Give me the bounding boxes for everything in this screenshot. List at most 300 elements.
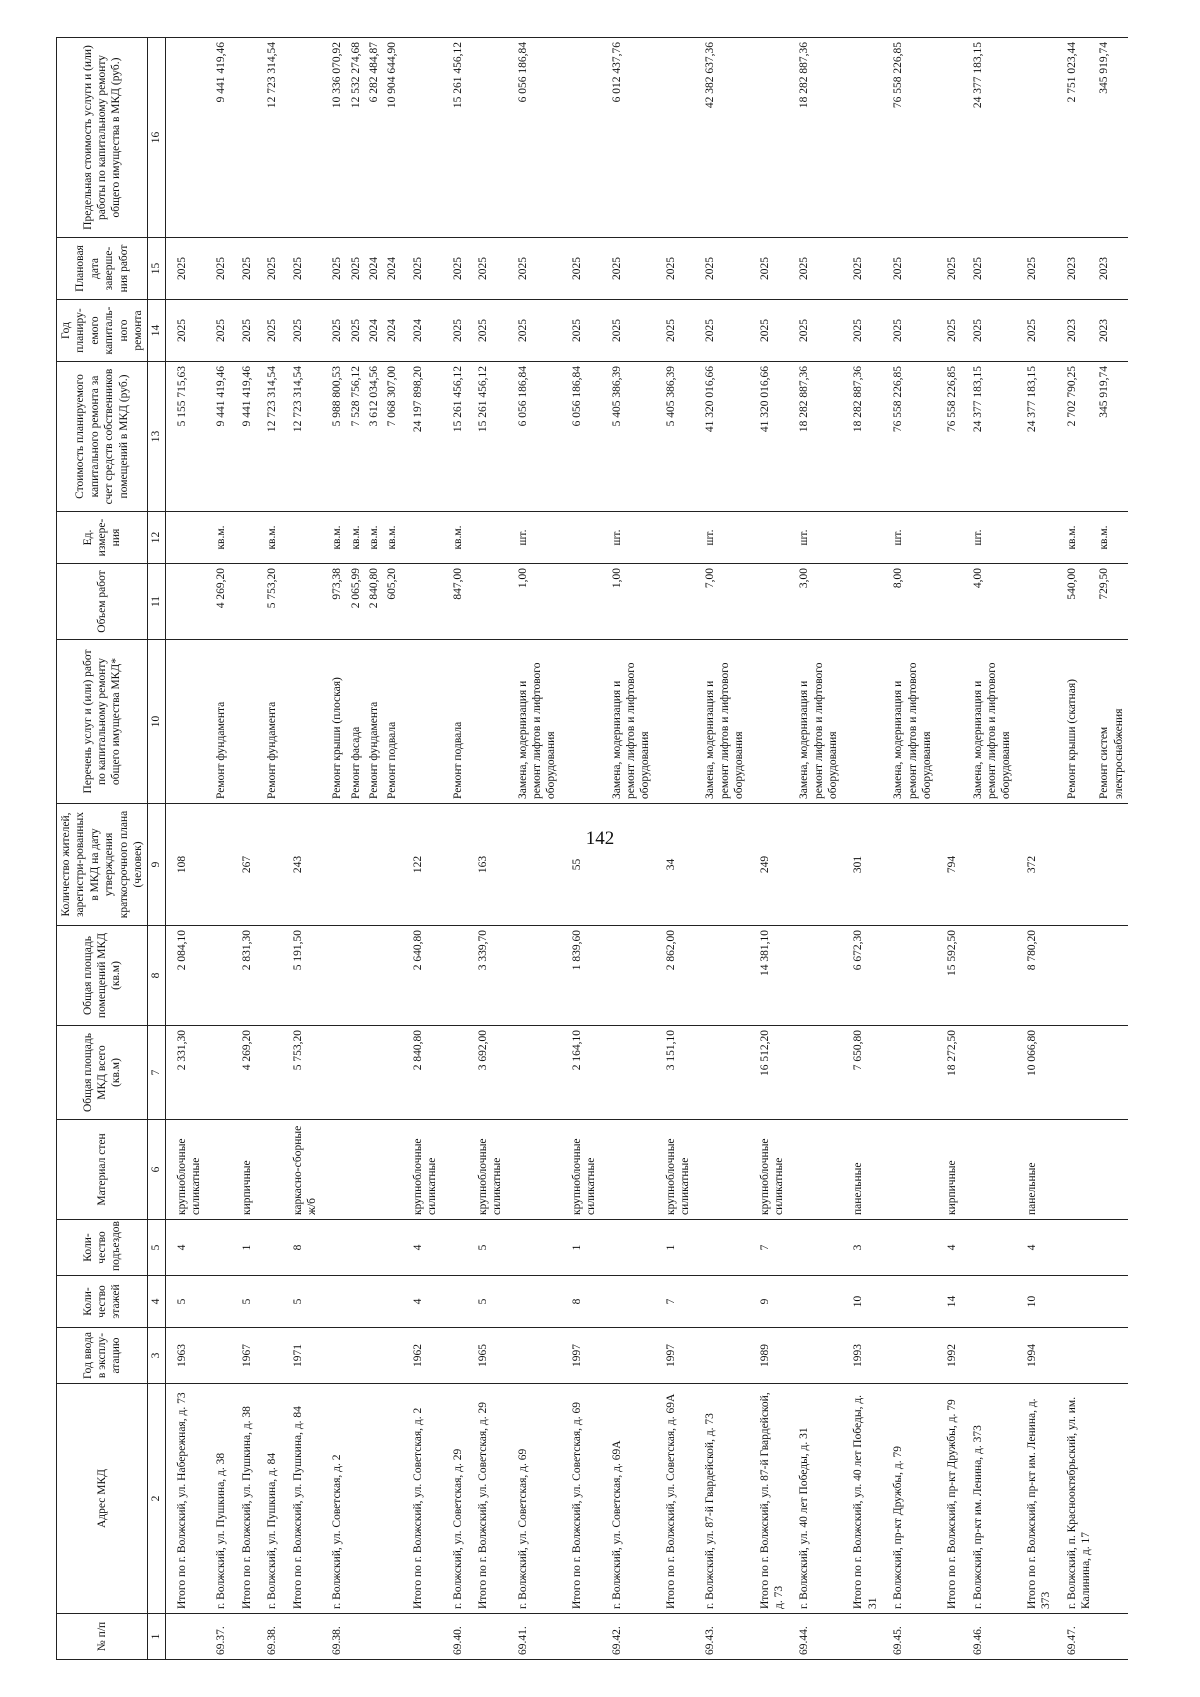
- table-cell: 9 441 419,46: [231, 362, 256, 512]
- table-cell: [1095, 1328, 1128, 1384]
- table-cell: [383, 1384, 401, 1614]
- table-row: [601, 38, 655, 1660]
- table-cell: [256, 804, 281, 926]
- table-cell: [788, 1026, 842, 1120]
- table-row: [165, 38, 205, 1660]
- table-cell: [962, 1276, 1016, 1328]
- table-cell: [282, 1614, 322, 1660]
- table-cell: [205, 1026, 230, 1120]
- table-cell: [1095, 1614, 1128, 1660]
- table-cell: г. Волжский, ул. Пушкина, д. 38: [205, 1384, 230, 1614]
- column-number-16: 16: [148, 38, 165, 238]
- table-cell: 540,00: [1056, 564, 1096, 640]
- table-cell: [655, 512, 695, 564]
- table-cell: 1 839,60: [561, 926, 601, 1026]
- table-cell: [165, 512, 205, 564]
- table-cell: кв.м.: [383, 512, 401, 564]
- table-cell: 2025: [788, 238, 842, 300]
- table-cell: 2 831,30: [231, 926, 256, 1026]
- table-cell: 5 753,20: [256, 564, 281, 640]
- table-cell: [749, 512, 789, 564]
- table-cell: [962, 1120, 1016, 1220]
- column-header-8: Общая площадь помещений МКД (кв.м): [57, 926, 148, 1026]
- table-cell: 2024: [365, 300, 383, 362]
- table-cell: [788, 1276, 842, 1328]
- table-cell: [936, 1614, 961, 1660]
- table-cell: 2025: [1016, 238, 1056, 300]
- table-cell: г. Волжский, ул. Пушкина, д. 84: [256, 1384, 281, 1614]
- table-cell: 2025: [165, 300, 205, 362]
- table-cell: 69.38.: [256, 1614, 281, 1660]
- table-row: [788, 38, 842, 1660]
- table-cell: [882, 1328, 936, 1384]
- table-cell: 4 269,20: [231, 1026, 256, 1120]
- table-cell: [205, 926, 230, 1026]
- table-cell: 6 012 437,76: [601, 38, 655, 238]
- table-cell: 2025: [1016, 300, 1056, 362]
- table-cell: [442, 1328, 467, 1384]
- table-row: [561, 38, 601, 1660]
- table-cell: г. Волжский, ул. Советская, д. 2: [321, 1384, 346, 1614]
- table-cell: 5: [282, 1276, 322, 1328]
- table-row: [282, 38, 322, 1660]
- column-number-12: 12: [148, 512, 165, 564]
- table-row: [507, 38, 561, 1660]
- table-row: [842, 38, 882, 1660]
- table-cell: 2025: [842, 300, 882, 362]
- table-cell: 8 780,20: [1016, 926, 1056, 1026]
- column-number-8: 8: [148, 926, 165, 1026]
- table-cell: [282, 38, 322, 238]
- table-cell: 5 405 386,39: [655, 362, 695, 512]
- table-cell: 69.45.: [882, 1614, 936, 1660]
- table-cell: [256, 926, 281, 1026]
- table-cell: 18 282 887,36: [842, 362, 882, 512]
- table-cell: [467, 564, 507, 640]
- table-cell: [1056, 1276, 1096, 1328]
- table-cell: 12 723 314,54: [256, 362, 281, 512]
- table-cell: 3,00: [788, 564, 842, 640]
- table-cell: [882, 1220, 936, 1276]
- table-cell: [749, 38, 789, 238]
- table-cell: 2025: [962, 300, 1016, 362]
- table-cell: [601, 1026, 655, 1120]
- table-cell: 16 512,20: [749, 1026, 789, 1120]
- table-row: [205, 38, 230, 1660]
- table-cell: 2025: [655, 300, 695, 362]
- table-cell: Итого по г. Волжский, ул. Пушкина, д. 38: [231, 1384, 256, 1614]
- table-cell: 7: [655, 1276, 695, 1328]
- column-header-16: Предельная стоимость услуги и (или) работы по капитальному ремонту общего имущества в МКД (руб.): [57, 38, 148, 238]
- table-cell: 24 377 183,15: [1016, 362, 1056, 512]
- table-cell: шт.: [788, 512, 842, 564]
- table-cell: [1056, 804, 1096, 926]
- table-cell: 2025: [467, 238, 507, 300]
- table-row: [694, 38, 748, 1660]
- table-cell: [467, 1614, 507, 1660]
- table-cell: [882, 1276, 936, 1328]
- table-cell: 2025: [321, 300, 346, 362]
- table-cell: кирпичные: [936, 1120, 961, 1220]
- table-cell: [402, 640, 442, 804]
- table-cell: 2025: [347, 238, 365, 300]
- table-cell: 2025: [842, 238, 882, 300]
- table-cell: 345 919,74: [1095, 38, 1128, 238]
- table-cell: г. Волжский, ул. Советская, д. 29: [442, 1384, 467, 1614]
- table-cell: 2025: [561, 300, 601, 362]
- table-cell: Ремонт фундамента: [365, 640, 383, 804]
- table-cell: 2025: [282, 300, 322, 362]
- table-cell: 12 723 314,54: [256, 38, 281, 238]
- table-cell: кв.м.: [256, 512, 281, 564]
- table-cell: 2 331,30: [165, 1026, 205, 1120]
- table-cell: [749, 564, 789, 640]
- table-cell: 2025: [256, 300, 281, 362]
- table-cell: крупноблочные силикатные: [402, 1120, 442, 1220]
- table-cell: 15 261 456,12: [467, 362, 507, 512]
- table-cell: [842, 1614, 882, 1660]
- table-cell: [165, 38, 205, 238]
- table-cell: [962, 1220, 1016, 1276]
- column-number-11: 11: [148, 564, 165, 640]
- table-cell: 5 988 800,53: [321, 362, 346, 512]
- table-cell: [882, 926, 936, 1026]
- table-cell: [205, 1120, 230, 1220]
- table-cell: 1993: [842, 1328, 882, 1384]
- table-cell: [561, 38, 601, 238]
- table-cell: 605,20: [383, 564, 401, 640]
- table-cell: 2023: [1095, 300, 1128, 362]
- table-cell: 69.41.: [507, 1614, 561, 1660]
- table-cell: [321, 926, 346, 1026]
- table-row: [231, 38, 256, 1660]
- table-cell: 24 377 183,15: [962, 362, 1016, 512]
- table-cell: 2025: [205, 238, 230, 300]
- table-cell: 42 382 637,36: [694, 38, 748, 238]
- table-cell: 2025: [749, 238, 789, 300]
- table-cell: 2024: [365, 238, 383, 300]
- table-cell: [256, 1276, 281, 1328]
- column-number-10: 10: [148, 640, 165, 804]
- table-cell: 1,00: [601, 564, 655, 640]
- table-cell: 6 056 186,84: [507, 38, 561, 238]
- table-cell: 3: [842, 1220, 882, 1276]
- table-cell: крупноблочные силикатные: [467, 1120, 507, 1220]
- table-cell: 2025: [882, 300, 936, 362]
- table-cell: [383, 1220, 401, 1276]
- table-cell: [788, 1220, 842, 1276]
- table-cell: 12 723 314,54: [282, 362, 322, 512]
- table-cell: 847,00: [442, 564, 467, 640]
- table-cell: 1962: [402, 1328, 442, 1384]
- table-cell: [321, 1328, 346, 1384]
- table-cell: г. Волжский, пр-кт им. Ленина, д. 373: [962, 1384, 1016, 1614]
- table-cell: 76 558 226,85: [882, 362, 936, 512]
- table-cell: [383, 1026, 401, 1120]
- table-cell: 18 282 887,36: [788, 362, 842, 512]
- table-cell: 69.47.: [1056, 1614, 1096, 1660]
- table-cell: 2024: [383, 238, 401, 300]
- table-cell: [402, 1614, 442, 1660]
- table-row: [1056, 38, 1096, 1660]
- table-cell: г. Волжский, ул. Советская, д. 69: [507, 1384, 561, 1614]
- table-cell: [655, 1614, 695, 1660]
- table-cell: 69.40.: [442, 1614, 467, 1660]
- table-cell: [442, 1220, 467, 1276]
- table-cell: [1095, 804, 1128, 926]
- table-cell: 1: [231, 1220, 256, 1276]
- table-cell: 10 336 070,92: [321, 38, 346, 238]
- table-cell: [321, 1026, 346, 1120]
- table-cell: [467, 38, 507, 238]
- table-cell: 2025: [231, 238, 256, 300]
- table-cell: [936, 640, 961, 804]
- table-cell: [655, 38, 695, 238]
- table-cell: 2 084,10: [165, 926, 205, 1026]
- column-header-3: Год ввода в эксплу-атацию: [57, 1328, 148, 1384]
- table-cell: [165, 640, 205, 804]
- table-cell: 2025: [694, 300, 748, 362]
- table-body: [165, 38, 1128, 1660]
- table-cell: кв.м.: [321, 512, 346, 564]
- column-header-7: Общая площадь МКД всего (кв.м): [57, 1026, 148, 1120]
- table-cell: 301: [842, 804, 882, 926]
- table-cell: [365, 926, 383, 1026]
- table-row: [321, 38, 346, 1660]
- table-cell: [383, 1276, 401, 1328]
- table-cell: [1016, 1614, 1056, 1660]
- table-cell: каркасно-сборные ж/б: [282, 1120, 322, 1220]
- table-cell: 2024: [383, 300, 401, 362]
- table-cell: шт.: [882, 512, 936, 564]
- table-cell: 163: [467, 804, 507, 926]
- table-cell: [842, 38, 882, 238]
- table-cell: [442, 1120, 467, 1220]
- table-cell: [365, 1276, 383, 1328]
- table-cell: [383, 1120, 401, 1220]
- table-cell: крупноблочные силикатные: [165, 1120, 205, 1220]
- table-cell: 2025: [882, 238, 936, 300]
- table-cell: 69.37.: [205, 1614, 230, 1660]
- table-row: [442, 38, 467, 1660]
- table-cell: кирпичные: [231, 1120, 256, 1220]
- table-cell: [561, 564, 601, 640]
- table-cell: [365, 804, 383, 926]
- table-cell: [882, 804, 936, 926]
- table-cell: [882, 1120, 936, 1220]
- table-cell: [788, 1328, 842, 1384]
- table-cell: [1056, 1328, 1096, 1384]
- table-cell: 2025: [601, 238, 655, 300]
- column-number-15: 15: [148, 238, 165, 300]
- table-cell: [1056, 926, 1096, 1026]
- table-cell: [694, 1026, 748, 1120]
- table-cell: [561, 1614, 601, 1660]
- table-row: [1016, 38, 1056, 1660]
- table-cell: [1056, 1026, 1096, 1120]
- table-cell: 24 197 898,20: [402, 362, 442, 512]
- table-cell: Итого по г. Волжский, ул. Набережная, д. 73: [165, 1384, 205, 1614]
- table-cell: 2 862,00: [655, 926, 695, 1026]
- table-cell: [347, 1276, 365, 1328]
- table-cell: 2 164,10: [561, 1026, 601, 1120]
- table-cell: 2 065,99: [347, 564, 365, 640]
- capital-repair-table: [56, 37, 1128, 1660]
- table-cell: 14 381,10: [749, 926, 789, 1026]
- table-cell: 345 919,74: [1095, 362, 1128, 512]
- table-cell: [205, 1220, 230, 1276]
- table-cell: [442, 1026, 467, 1120]
- table-cell: [962, 1026, 1016, 1120]
- table-cell: 3 339,70: [467, 926, 507, 1026]
- table-cell: Ремонт фундамента: [205, 640, 230, 804]
- table-cell: шт.: [694, 512, 748, 564]
- table-cell: [282, 512, 322, 564]
- table-cell: 1,00: [507, 564, 561, 640]
- table-cell: панельные: [842, 1120, 882, 1220]
- table-cell: [256, 1220, 281, 1276]
- table-cell: 3 151,10: [655, 1026, 695, 1120]
- column-number-7: 7: [148, 1026, 165, 1120]
- table-cell: 2024: [402, 300, 442, 362]
- table-cell: шт.: [962, 512, 1016, 564]
- table-cell: кв.м.: [1056, 512, 1096, 564]
- table-cell: 12 532 274,68: [347, 38, 365, 238]
- table-cell: 2025: [507, 300, 561, 362]
- table-cell: 24 377 183,15: [962, 38, 1016, 238]
- table-cell: 2025: [936, 300, 961, 362]
- column-header-6: Материал стен: [57, 1120, 148, 1220]
- table-cell: [561, 640, 601, 804]
- table-cell: [347, 1120, 365, 1220]
- table-cell: 2 840,80: [365, 564, 383, 640]
- table-cell: 5: [467, 1276, 507, 1328]
- table-cell: Ремонт систем электроснабжения: [1095, 640, 1128, 804]
- table-cell: [1016, 640, 1056, 804]
- table-cell: [347, 1220, 365, 1276]
- column-number-row: [148, 38, 165, 1660]
- table-cell: [601, 1328, 655, 1384]
- table-cell: 4 269,20: [205, 564, 230, 640]
- table-cell: 3 612 034,56: [365, 362, 383, 512]
- table-cell: [788, 926, 842, 1026]
- table-cell: 4: [402, 1220, 442, 1276]
- table-cell: Замена, модернизация и ремонт лифтов и лифтового оборудования: [962, 640, 1016, 804]
- table-cell: 2025: [694, 238, 748, 300]
- table-cell: [561, 512, 601, 564]
- table-cell: [347, 1026, 365, 1120]
- column-header-13: Стоимость планируемого капитального ремонта за счет средств собственников помещений в МКД (руб.): [57, 362, 148, 512]
- table-cell: 4: [165, 1220, 205, 1276]
- table-cell: [365, 1220, 383, 1276]
- table-cell: Ремонт фундамента: [256, 640, 281, 804]
- table-cell: 5: [467, 1220, 507, 1276]
- table-cell: 973,38: [321, 564, 346, 640]
- table-cell: 2 640,80: [402, 926, 442, 1026]
- table-cell: кв.м.: [1095, 512, 1128, 564]
- table-cell: [694, 804, 748, 926]
- table-cell: Замена, модернизация и ремонт лифтов и лифтового оборудования: [788, 640, 842, 804]
- table-cell: 9 441 419,46: [205, 38, 230, 238]
- table-cell: [347, 804, 365, 926]
- table-cell: Замена, модернизация и ремонт лифтов и лифтового оборудования: [601, 640, 655, 804]
- table-cell: 1989: [749, 1328, 789, 1384]
- table-cell: [321, 1276, 346, 1328]
- table-cell: 5 405 386,39: [601, 362, 655, 512]
- table-cell: [507, 1026, 561, 1120]
- table-cell: 9 441 419,46: [205, 362, 230, 512]
- table-cell: [962, 804, 1016, 926]
- table-cell: г. Волжский, ул. 40 лет Победы, д. 31: [788, 1384, 842, 1614]
- table-cell: 2025: [561, 238, 601, 300]
- table-cell: 2023: [1095, 238, 1128, 300]
- table-cell: [655, 640, 695, 804]
- table-cell: 372: [1016, 804, 1056, 926]
- table-cell: [231, 564, 256, 640]
- table-cell: [1016, 512, 1056, 564]
- table-cell: Итого по г. Волжский, пр-кт Дружбы, д. 79: [936, 1384, 961, 1614]
- table-cell: [507, 1328, 561, 1384]
- table-cell: 2025: [402, 238, 442, 300]
- table-cell: [1095, 1026, 1128, 1120]
- table-cell: [1056, 1120, 1096, 1220]
- table-cell: 69.38.: [321, 1614, 346, 1660]
- table-cell: 8: [561, 1276, 601, 1328]
- table-cell: [165, 1614, 205, 1660]
- table-cell: [1095, 1384, 1128, 1614]
- table-cell: [1095, 1120, 1128, 1220]
- table-cell: [1095, 926, 1128, 1026]
- table-cell: 6 056 186,84: [507, 362, 561, 512]
- table-cell: 7 068 307,00: [383, 362, 401, 512]
- table-cell: [256, 1026, 281, 1120]
- table-cell: 2025: [467, 300, 507, 362]
- table-row: [749, 38, 789, 1660]
- table-cell: 6 672,30: [842, 926, 882, 1026]
- table-cell: Итого по г. Волжский, ул. Советская, д. 69А: [655, 1384, 695, 1614]
- table-cell: кв.м.: [347, 512, 365, 564]
- table-cell: [655, 564, 695, 640]
- table-cell: [882, 1026, 936, 1120]
- table-cell: [205, 1328, 230, 1384]
- table-cell: Итого по г. Волжский, ул. Советская, д. 29: [467, 1384, 507, 1614]
- table-cell: кв.м.: [205, 512, 230, 564]
- table-cell: Итого по г. Волжский, ул. 40 лет Победы, д. 31: [842, 1384, 882, 1614]
- table-cell: 10 904 644,90: [383, 38, 401, 238]
- table-cell: 4,00: [962, 564, 1016, 640]
- table-cell: [601, 926, 655, 1026]
- table-cell: 267: [231, 804, 256, 926]
- column-header-10: Перечень услуг и (или) работ по капитальному ремонту общего имущества МКД*: [57, 640, 148, 804]
- table-cell: 18 282 887,36: [788, 38, 842, 238]
- table-cell: 2025: [256, 238, 281, 300]
- table-cell: [347, 926, 365, 1026]
- table-cell: Ремонт крыши (скатная): [1056, 640, 1096, 804]
- table-cell: [347, 1384, 365, 1614]
- table-cell: [321, 804, 346, 926]
- table-cell: 1971: [282, 1328, 322, 1384]
- table-cell: 108: [165, 804, 205, 926]
- column-header-9: Количество жителей, зарегистри-рованных в МКД на дату утверждения краткосрочного плана (человек): [57, 804, 148, 926]
- table-cell: [231, 640, 256, 804]
- table-cell: кв.м.: [442, 512, 467, 564]
- table-cell: [383, 1614, 401, 1660]
- table-cell: [467, 512, 507, 564]
- table-cell: 2023: [1056, 300, 1096, 362]
- table-cell: 1994: [1016, 1328, 1056, 1384]
- table-row: [1095, 38, 1128, 1660]
- page-number: 142: [585, 828, 615, 849]
